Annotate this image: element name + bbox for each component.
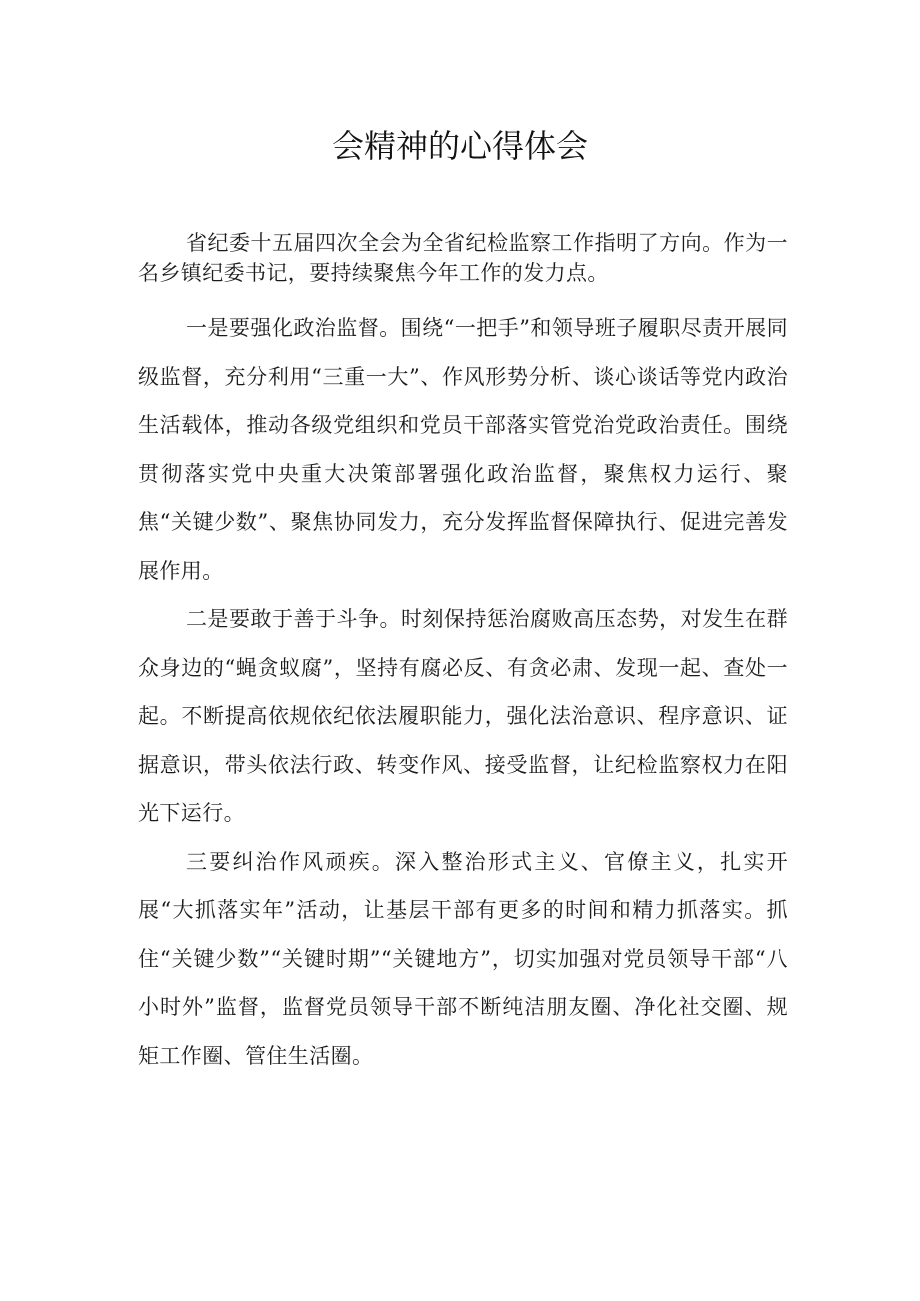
document-title: 会精神的心得体会 (331, 127, 588, 165)
paragraph-political-supervision: 一是要强化政治监督。围绕“一把手”和领导班子履职尽责开展同级监督，充分利用“三重一大”、作风形势分析、谈心谈话等党内政治生活载体，推动各级党组织和党员干部落实管党治党政治责任。围绕贯彻落实党中央重大决策部署强化政治监督，聚焦权力运行、聚焦“关键少数”、聚焦协同发力，充分发挥监督保障执行、促进完善发展作用。 (138, 316, 788, 583)
document-body (138, 228, 788, 1080)
paragraph-intro: 省纪委十五届四次全会为全省纪检监察工作指明了方向。作为一名乡镇纪委书记，要持续聚焦今年工作的发力点。 (138, 231, 788, 285)
paragraph-work-style: 三要纠治作风顽疾。深入整治形式主义、官僚主义，扎实开展“大抓落实年”活动，让基层干部有更多的时间和精力抓落实。抓住“关键少数”“关键时期”“关键地方”，切实加强对党员领导干部“八小时外”监督，监督党员领导干部不断纯洁朋友圈、净化社交圈、规矩工作圈、管住生活圈。 (138, 849, 788, 1068)
paragraph-struggle: 二是要敢于善于斗争。时刻保持惩治腐败高压态势，对发生在群众身边的“蝇贪蚁腐”，坚持有腐必反、有贪必肃、发现一起、查处一起。不断提高依规依纪依法履职能力，强化法治意识、程序意识、证据意识，带头依法行政、转变作风、接受监督，让纪检监察权力在阳光下运行。 (138, 607, 788, 825)
